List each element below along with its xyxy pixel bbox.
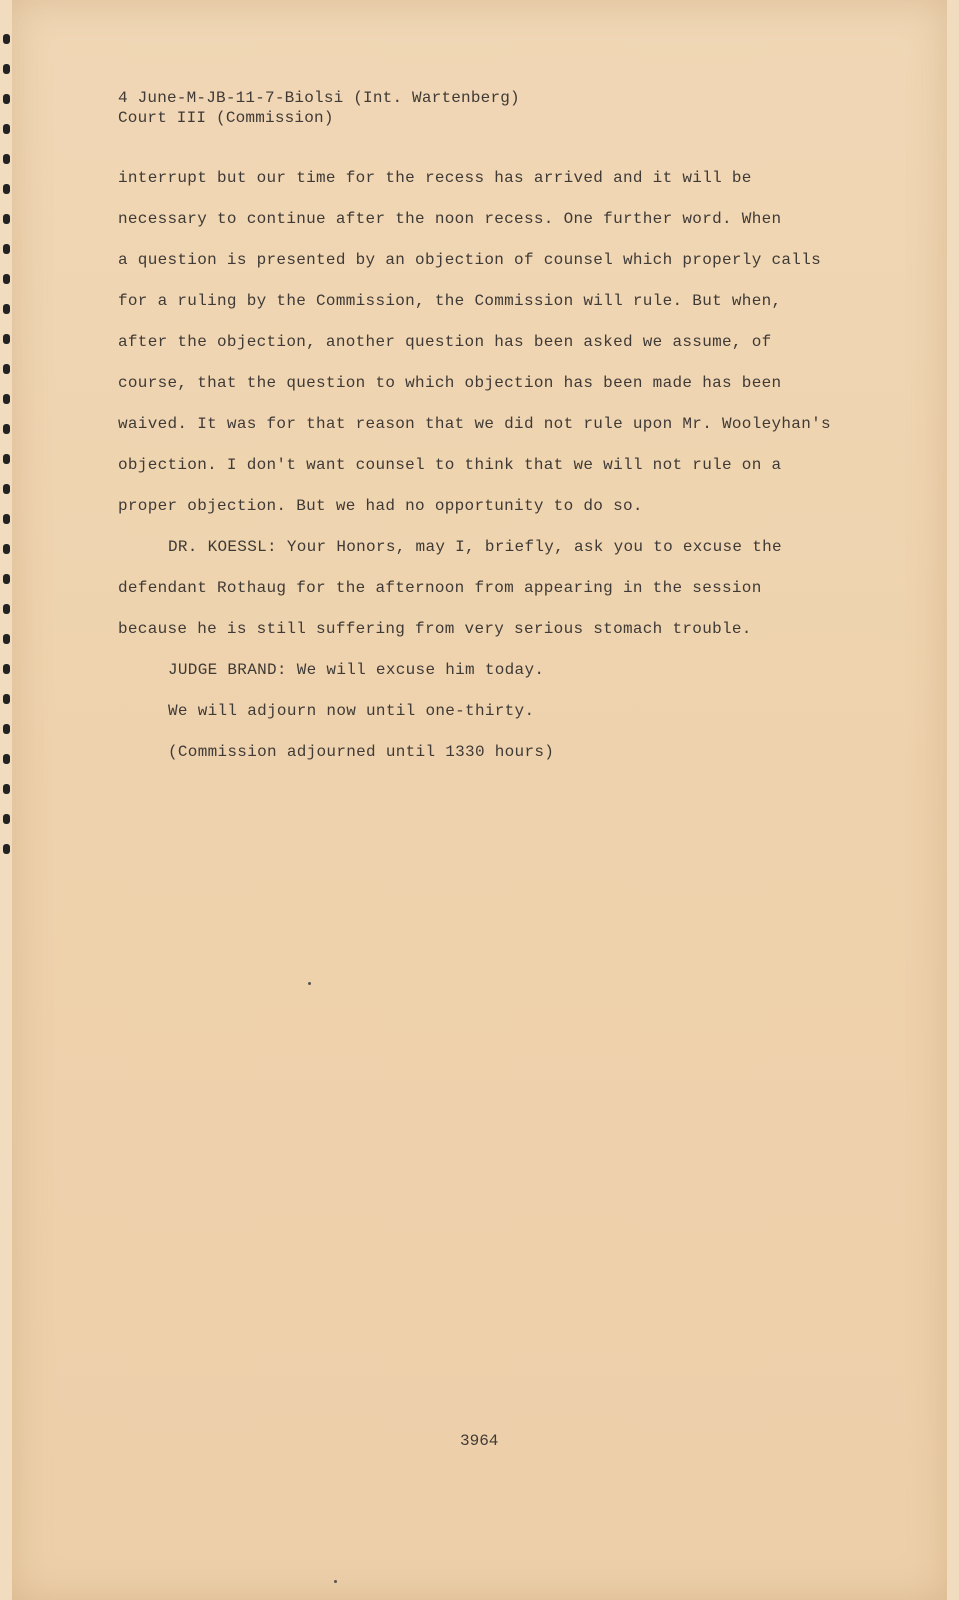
binder-hole bbox=[3, 604, 10, 614]
page-number: 3964 bbox=[460, 1432, 499, 1450]
binder-hole bbox=[3, 784, 10, 794]
transcript-line: because he is still suffering from very serious stomach trouble. bbox=[118, 620, 752, 638]
transcript-line: waived. It was for that reason that we did not rule upon Mr. Wooleyhan's bbox=[118, 415, 831, 433]
binder-hole bbox=[3, 274, 10, 284]
binder-hole bbox=[3, 184, 10, 194]
header-line-2: Court III (Commission) bbox=[118, 109, 334, 127]
transcript-line: defendant Rothaug for the afternoon from appearing in the session bbox=[118, 579, 762, 597]
binder-hole bbox=[3, 484, 10, 494]
binder-hole bbox=[3, 244, 10, 254]
binder-hole bbox=[3, 154, 10, 164]
binder-hole bbox=[3, 334, 10, 344]
transcript-line: course, that the question to which objection has been made has been bbox=[118, 374, 782, 392]
binder-hole bbox=[3, 634, 10, 644]
transcript-line: a question is presented by an objection of counsel which properly calls bbox=[118, 251, 822, 269]
binder-hole bbox=[3, 724, 10, 734]
document-header bbox=[118, 88, 520, 128]
paper-speck bbox=[308, 982, 311, 985]
binder-hole bbox=[3, 574, 10, 584]
transcript-body bbox=[118, 168, 878, 783]
binder-hole bbox=[3, 214, 10, 224]
binder-hole bbox=[3, 94, 10, 104]
header-line-1: 4 June-M-JB-11-7-Biolsi (Int. Wartenberg) bbox=[118, 89, 520, 107]
transcript-line: objection. I don't want counsel to think that we will not rule on a bbox=[118, 456, 782, 474]
binder-hole bbox=[3, 754, 10, 764]
binder-hole bbox=[3, 364, 10, 374]
binder-hole bbox=[3, 544, 10, 554]
binder-hole bbox=[3, 844, 10, 854]
binder-hole bbox=[3, 694, 10, 704]
binder-hole bbox=[3, 664, 10, 674]
transcript-line: JUDGE BRAND: We will excuse him today. bbox=[168, 661, 545, 679]
binder-hole bbox=[3, 124, 10, 134]
binder-hole bbox=[3, 34, 10, 44]
binder-hole bbox=[3, 304, 10, 314]
transcript-line: (Commission adjourned until 1330 hours) bbox=[168, 743, 555, 761]
binder-hole bbox=[3, 394, 10, 404]
binder-hole bbox=[3, 454, 10, 464]
transcript-line: for a ruling by the Commission, the Commission will rule. But when, bbox=[118, 292, 782, 310]
binder-hole bbox=[3, 424, 10, 434]
paper-speck bbox=[334, 1580, 337, 1583]
binder-hole bbox=[3, 814, 10, 824]
binder-hole bbox=[3, 64, 10, 74]
transcript-line: interrupt but our time for the recess has arrived and it will be bbox=[118, 169, 752, 187]
transcript-line: necessary to continue after the noon recess. One further word. When bbox=[118, 210, 782, 228]
transcript-line: We will adjourn now until one-thirty. bbox=[168, 702, 535, 720]
transcript-line: proper objection. But we had no opportunity to do so. bbox=[118, 497, 643, 515]
transcript-line: after the objection, another question has been asked we assume, of bbox=[118, 333, 772, 351]
binder-hole bbox=[3, 514, 10, 524]
transcript-line: DR. KOESSL: Your Honors, may I, briefly, ask you to excuse the bbox=[168, 538, 782, 556]
